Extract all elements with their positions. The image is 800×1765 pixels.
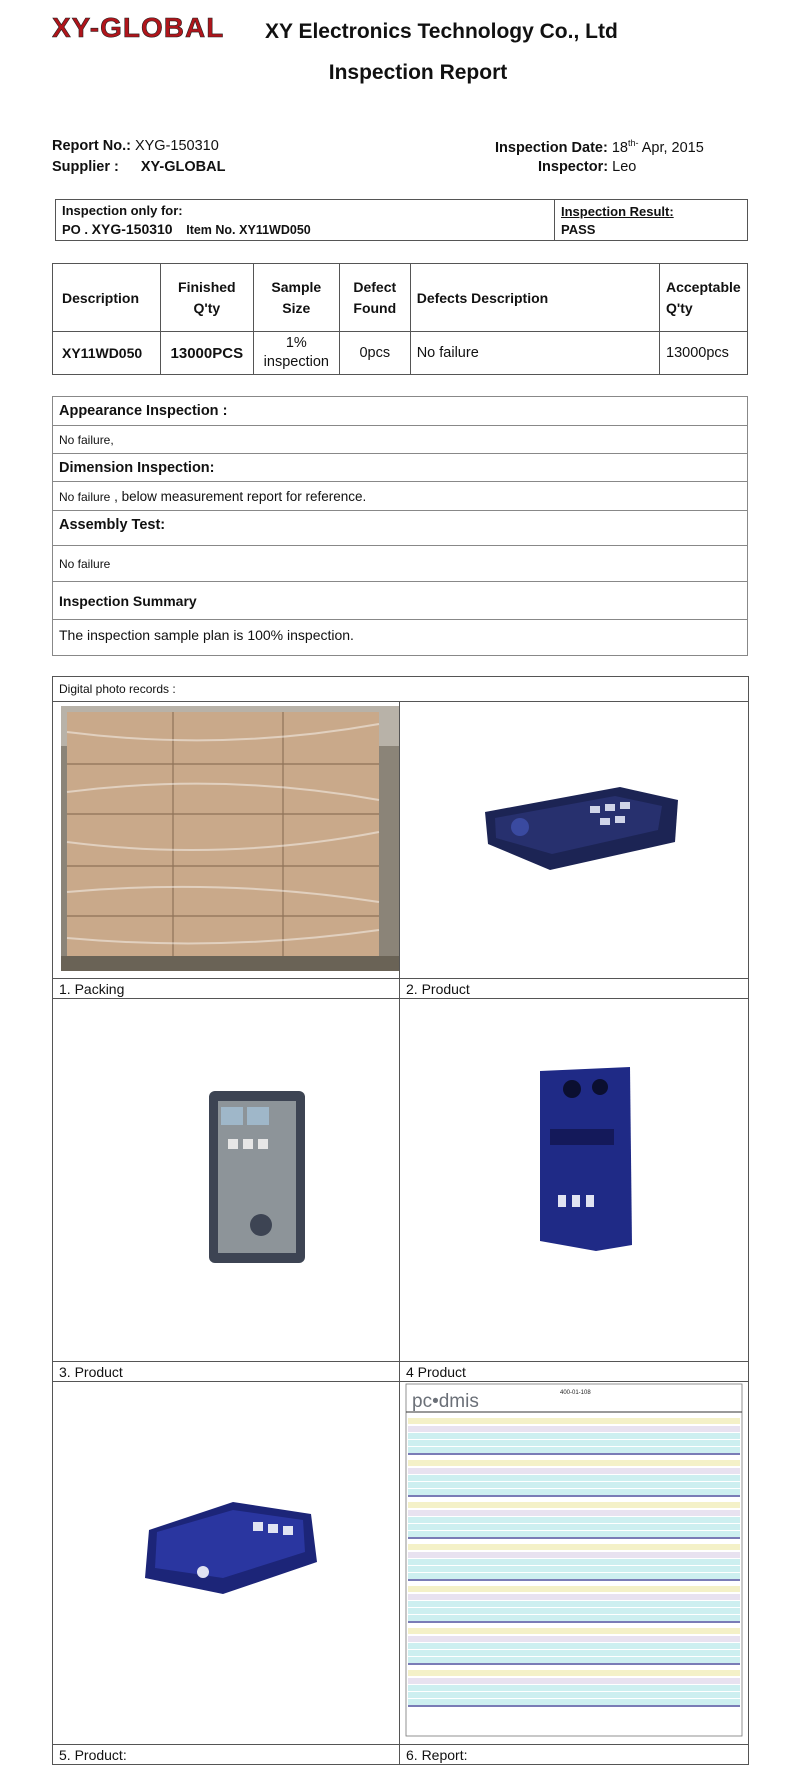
photo-records bbox=[52, 676, 749, 1765]
report-row bbox=[408, 1559, 740, 1565]
inspection-sections bbox=[52, 396, 748, 656]
product-image-2 bbox=[53, 999, 399, 1356]
product-image-1 bbox=[400, 702, 748, 973]
report-brand: pc•dmis bbox=[412, 1391, 479, 1412]
cell-defect-found: 0pcs bbox=[339, 332, 410, 375]
photo-packing bbox=[53, 702, 400, 979]
company-logo bbox=[52, 10, 252, 44]
th-defects-description: Defects Description bbox=[410, 264, 659, 332]
th-description: Description bbox=[53, 264, 161, 332]
report-row bbox=[408, 1573, 740, 1579]
logo-text: XY-GLOBAL bbox=[52, 12, 225, 43]
summary-title: Inspection Summary bbox=[53, 582, 748, 620]
report-block-header bbox=[408, 1586, 740, 1592]
report-row bbox=[408, 1601, 740, 1607]
th-finished-qty: Finished Q'ty bbox=[160, 264, 253, 332]
photo-product-4 bbox=[53, 1382, 400, 1745]
report-row bbox=[408, 1699, 740, 1705]
assembly-text: No failure bbox=[53, 546, 748, 582]
report-row bbox=[408, 1489, 740, 1495]
report-image bbox=[400, 1382, 748, 1739]
report-row bbox=[408, 1433, 740, 1439]
caption-1: 1. Packing bbox=[53, 979, 400, 999]
report-row bbox=[408, 1678, 740, 1684]
report-row bbox=[408, 1657, 740, 1663]
report-no: Report No.: XYG-150310 bbox=[52, 138, 219, 154]
report-row bbox=[408, 1643, 740, 1649]
cell-acceptable-qty: 13000pcs bbox=[660, 332, 748, 375]
report-row bbox=[408, 1552, 740, 1558]
dimension-text: No failure , below measurement report for reference. bbox=[53, 482, 748, 511]
photo-records-title: Digital photo records : bbox=[53, 677, 749, 702]
caption-4: 4 Product bbox=[400, 1362, 749, 1382]
cell-defects-description: No failure bbox=[410, 332, 659, 375]
summary-text: The inspection sample plan is 100% inspection. bbox=[53, 620, 748, 656]
dimension-title: Dimension Inspection: bbox=[53, 454, 748, 482]
photo-product-2 bbox=[53, 999, 400, 1362]
photo-product-1 bbox=[400, 702, 749, 979]
report-row bbox=[408, 1650, 740, 1656]
report-block-header bbox=[408, 1460, 740, 1466]
appearance-title: Appearance Inspection : bbox=[53, 397, 748, 426]
cell-finished-qty: 13000PCS bbox=[160, 332, 253, 375]
report-row bbox=[408, 1447, 740, 1453]
caption-3: 3. Product bbox=[53, 1362, 400, 1382]
report-row bbox=[408, 1615, 740, 1621]
report-row bbox=[408, 1524, 740, 1530]
result-cell: Inspection Result: PASS bbox=[555, 200, 748, 241]
report-block-header bbox=[408, 1628, 740, 1634]
report-block-header bbox=[408, 1418, 740, 1424]
caption-5: 5. Product: bbox=[53, 1745, 400, 1765]
caption-6: 6. Report: bbox=[400, 1745, 749, 1765]
appearance-text: No failure, bbox=[53, 426, 748, 454]
report-row bbox=[408, 1517, 740, 1523]
product-image-3 bbox=[400, 999, 748, 1356]
report-row bbox=[408, 1475, 740, 1481]
page-title: Inspection Report bbox=[328, 61, 508, 84]
th-defect-found: Defect Found bbox=[339, 264, 410, 332]
report-code: 400-01-108 bbox=[560, 1390, 591, 1396]
inspection-table bbox=[52, 263, 748, 375]
inspection-for-box bbox=[55, 199, 748, 241]
cell-description: XY11WD050 bbox=[53, 332, 161, 375]
inspection-date: Inspection Date: $18^{th-}$ Apr, 2015 bbox=[495, 138, 704, 156]
report-block-header bbox=[408, 1544, 740, 1550]
inspector: Inspector: Leo bbox=[538, 159, 637, 175]
report-row bbox=[408, 1468, 740, 1474]
photo-product-3 bbox=[400, 999, 749, 1362]
th-sample-size: Sample Size bbox=[253, 264, 339, 332]
report-row bbox=[408, 1685, 740, 1691]
report-block-header bbox=[408, 1670, 740, 1676]
report-row bbox=[408, 1636, 740, 1642]
report-row bbox=[408, 1594, 740, 1600]
report-row bbox=[408, 1426, 740, 1432]
report-row bbox=[408, 1531, 740, 1537]
assembly-title: Assembly Test: bbox=[53, 511, 748, 546]
company-name: XY Electronics Technology Co., Ltd bbox=[265, 20, 618, 43]
inspection-result: PASS bbox=[561, 221, 596, 237]
packing-image bbox=[53, 702, 399, 973]
product-image-4 bbox=[53, 1382, 399, 1739]
supplier: Supplier : XY-GLOBAL bbox=[52, 159, 226, 175]
inspection-for-cell: Inspection only for: PO . XYG-150310 Item No. XY11WD050 bbox=[56, 200, 555, 241]
report-row bbox=[408, 1510, 740, 1516]
cell-sample-size: 1% inspection bbox=[253, 332, 339, 375]
report-row bbox=[408, 1440, 740, 1446]
th-acceptable-qty: Acceptable Q'ty bbox=[660, 264, 748, 332]
report-block-header bbox=[408, 1502, 740, 1508]
report-row bbox=[408, 1482, 740, 1488]
report-row bbox=[408, 1692, 740, 1698]
report-rows bbox=[408, 1418, 740, 1706]
photo-report bbox=[400, 1382, 749, 1745]
report-row bbox=[408, 1608, 740, 1614]
caption-2: 2. Product bbox=[400, 979, 749, 999]
report-row bbox=[408, 1566, 740, 1572]
